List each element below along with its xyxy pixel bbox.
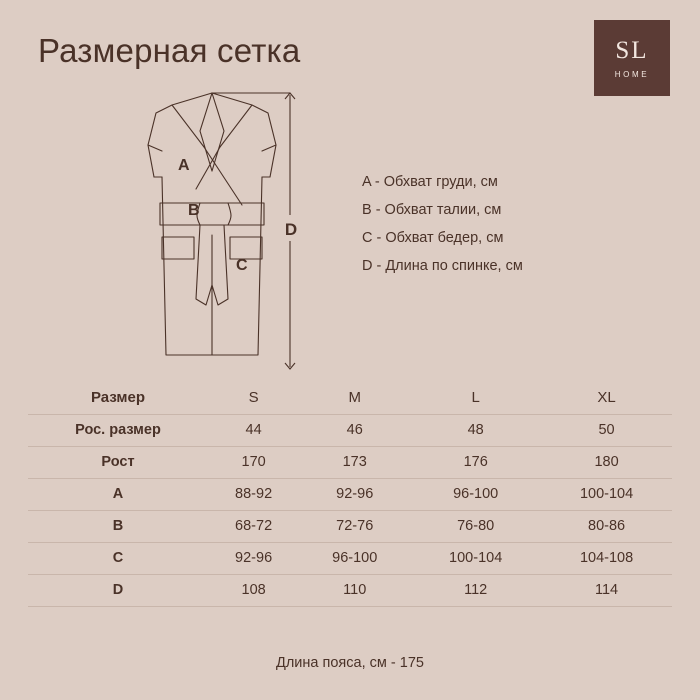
table-header-l: L [410,382,541,415]
legend [362,168,523,280]
row-cell: 92-96 [299,479,410,511]
table-row [28,415,672,447]
row-cell: 96-100 [410,479,541,511]
table-row [28,479,672,511]
row-cell: 180 [541,447,672,479]
table-header-size: Размер [28,382,208,415]
row-cell: 46 [299,415,410,447]
table-header-xl: XL [541,382,672,415]
row-cell: 72-76 [299,511,410,543]
dimension-label-b: B [188,202,200,219]
row-cell: 88-92 [208,479,299,511]
table-header-row [28,382,672,415]
row-cell: 110 [299,575,410,607]
table-header-s: S [208,382,299,415]
row-cell: 100-104 [410,543,541,575]
row-cell: 114 [541,575,672,607]
dimension-label-a: A [178,157,190,174]
size-table [28,382,672,607]
logo-subtitle: HOME [614,69,650,79]
legend-item-a: A - Обхват груди, см [362,174,498,190]
row-cell: 80-86 [541,511,672,543]
size-table-wrap [28,382,672,607]
page-title: Размерная сетка [38,32,301,69]
row-label: B [28,511,208,543]
row-cell: 108 [208,575,299,607]
table-header-m: M [299,382,410,415]
row-cell: 92-96 [208,543,299,575]
row-cell: 68-72 [208,511,299,543]
row-cell: 100-104 [541,479,672,511]
row-cell: 96-100 [299,543,410,575]
row-cell: 44 [208,415,299,447]
robe-illustration [100,85,330,375]
brand-logo [594,20,670,96]
legend-item-d: D - Длина по спинке, см [362,258,523,274]
row-cell: 112 [410,575,541,607]
row-cell: 173 [299,447,410,479]
legend-item-c: C - Обхват бедер, см [362,230,504,246]
row-cell: 48 [410,415,541,447]
dimension-label-d: D [284,220,298,239]
row-cell: 50 [541,415,672,447]
row-cell: 176 [410,447,541,479]
belt-length-note: Длина пояса, см - 175 [276,655,424,671]
row-label: Рос. размер [28,415,208,447]
logo-monogram: SL [615,36,649,64]
row-label: A [28,479,208,511]
table-row [28,543,672,575]
row-label: C [28,543,208,575]
row-cell: 104-108 [541,543,672,575]
row-cell: 170 [208,447,299,479]
row-label: D [28,575,208,607]
table-row [28,511,672,543]
legend-item-b: B - Обхват талии, см [362,202,502,218]
dimension-label-c: C [236,257,248,274]
row-cell: 76-80 [410,511,541,543]
row-label: Рост [28,447,208,479]
table-row [28,447,672,479]
table-row [28,575,672,607]
